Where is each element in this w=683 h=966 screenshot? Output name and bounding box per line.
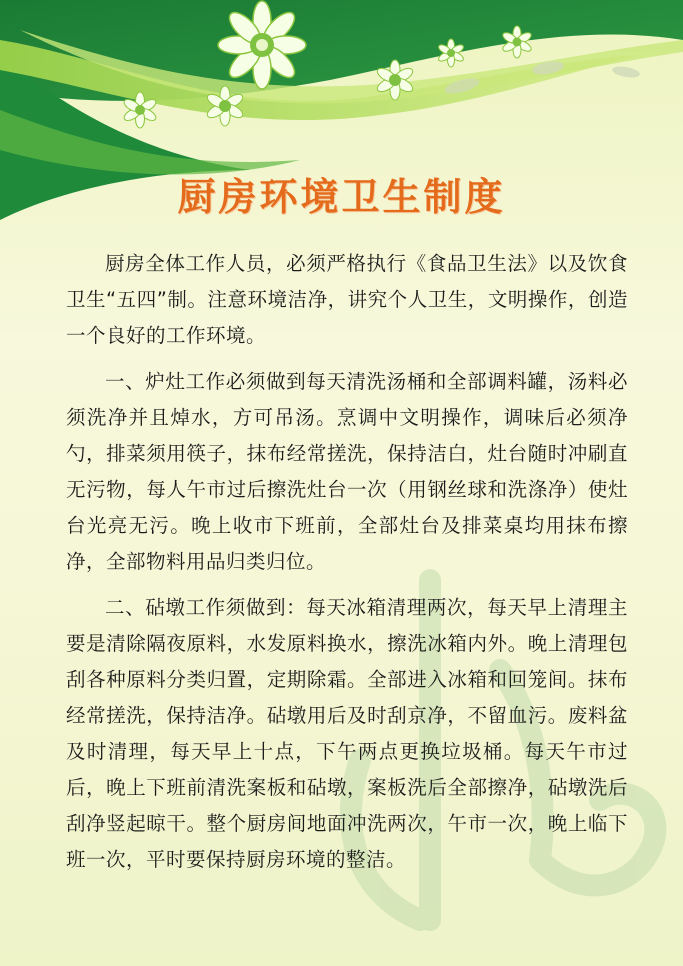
intro-paragraph: 厨房全体工作人员，必须严格执行《食品卫生法》以及饮食卫生“五四”制。注意环境洁净，讲究个人卫生，文明操作，创造一个良好的工作环境。 <box>66 252 628 347</box>
body-content <box>66 246 628 888</box>
page-title: 厨房环境卫生制度 <box>177 175 506 219</box>
stove-rules-paragraph: 一、炉灶工作必须做到每天清洗汤桶和全部调料罐，汤料必须洗净并且焯水，方可吊汤。烹调中文明操作，调味后必须净勺，排菜须用筷子，抹布经常搓洗，保持洁白，灶台随时冲刷直无污物，每人午市过后擦洗灶台一次（用钢丝球和洗涤净）使灶台光亮无污。晚上收市下班前，全部灶台及排菜桌均用抹布擦净，全部物料用品归类归位。 <box>66 370 628 573</box>
cutting-board-rules-paragraph: 二、砧墩工作须做到：每天冰箱清理两次，每天早上清理主要是清除隔夜原料，水发原料换水，擦洗冰箱内外。晚上清理包刮各种原料分类归置，定期除霜。全部进入冰箱和回笼间。抹布经常搓洗，保持洁净。砧墩用后及时刮京净，不留血污。废料盆及时清理，每天早上十点，下午两点更换垃圾桶。每天午市过后，晚上下班前清洗案板和砧墩，案板洗后全部擦净，砧墩洗后刮净竖起晾干。整个厨房间地面冲洗两次，午市一次，晚上临下班一次，平时要保持厨房环境的整洁。 <box>66 596 628 871</box>
flower-icon <box>218 1 306 89</box>
